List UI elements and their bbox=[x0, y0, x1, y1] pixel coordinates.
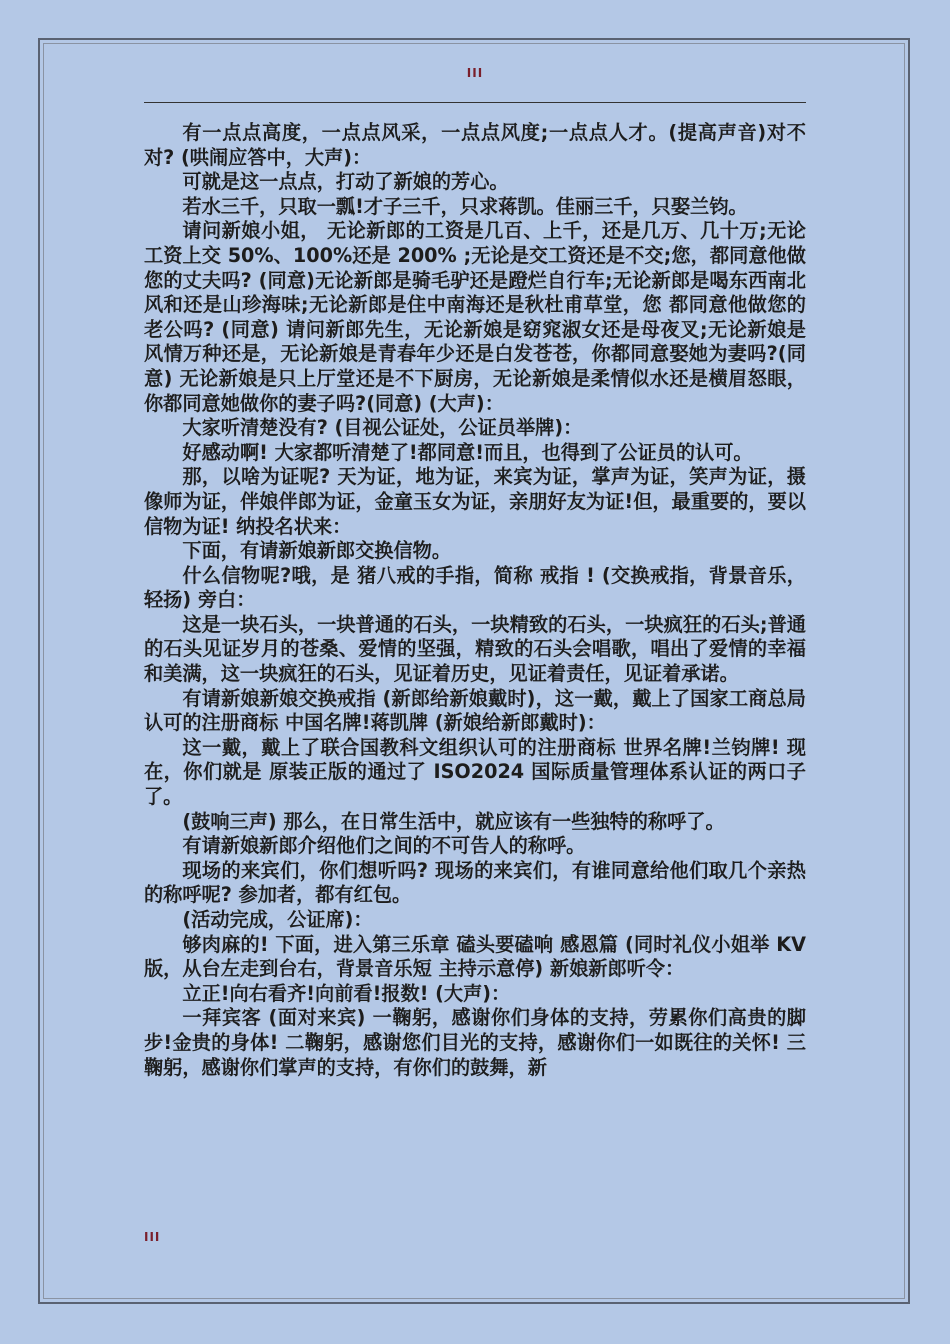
paragraph: 有请新娘新娘交换戒指 (新郎给新娘戴时)，这一戴，戴上了国家工商总局认可的注册商标 中国名牌!蒋凯牌 (新娘给新郎戴时)： bbox=[144, 686, 806, 735]
paragraph: 下面，有请新娘新郎交换信物。 bbox=[182, 539, 452, 563]
paragraph: 有一点点高度，一点点风采，一点点风度;一点点人才。(提高声音)对不对? (哄闹应答中，大声)： bbox=[144, 121, 806, 169]
header-divider bbox=[144, 102, 806, 103]
paragraph: 有请新娘新郎介绍他们之间的不可告人的称呼。 bbox=[182, 834, 586, 858]
paragraph: 什么信物呢?哦，是 猪八戒的手指，简称 戒指 ! (交换戒指，背景音乐，轻扬) 旁白： bbox=[144, 563, 806, 612]
paragraph: 现场的来宾们，你们想听吗? 现场的来宾们，有谁同意给他们取几个亲热的称呼呢? 参加者，都有红包。 bbox=[144, 858, 806, 907]
document-body bbox=[144, 121, 806, 1080]
paragraph: 大家听清楚没有? (目视公证处，公证员举牌)： bbox=[182, 416, 583, 440]
paragraph: 一拜宾客 (面对来宾) 一鞠躬，感谢你们身体的支持，劳累你们高贵的脚步!金贵的身体! 二鞠躬，感谢您们目光的支持，感谢你们一如既往的关怀! 三鞠躬，感谢你们掌声的支持，有你们的鼓舞，新 bbox=[144, 1006, 806, 1079]
paragraph: 这是一块石头，一块普通的石头，一块精致的石头，一块疯狂的石头;普通的石头见证岁月的苍桑、爱情的坚强，精致的石头会唱歌，唱出了爱情的幸福和美满，这一块疯狂的石头，见证着历史，见证着责任，见证着承诺。 bbox=[144, 612, 806, 686]
paragraph: (鼓响三声) 那么，在日常生活中，就应该有一些独特的称呼了。 bbox=[182, 809, 725, 833]
paragraph: 够肉麻的! 下面，进入第三乐章 磕头要磕响 感恩篇 (同时礼仪小姐举 KV 版，从台左走到台右，背景音乐短 主持示意停) 新娘新郎听令： bbox=[144, 932, 806, 981]
paragraph: 若水三千，只取一瓢!才子三千，只求蒋凯。佳丽三千，只娶兰钧。 bbox=[182, 194, 748, 218]
paragraph: (活动完成，公证席)： bbox=[182, 908, 373, 931]
paragraph: 立正!向右看齐!向前看!报数! (大声)： bbox=[182, 981, 511, 1005]
header-mark: III bbox=[466, 66, 484, 80]
paragraph: 那，以啥为证呢? 天为证，地为证，来宾为证，掌声为证，笑声为证，摄像师为证，伴娘伴郎为证，金童玉女为证，亲朋好友为证!但，最重要的，要以信物为证! 纳投名状来： bbox=[144, 465, 806, 538]
paragraph: 好感动啊! 大家都听清楚了!都同意!而且，也得到了公证员的认可。 bbox=[182, 440, 753, 464]
paragraph: 可就是这一点点，打动了新娘的芳心。 bbox=[182, 170, 509, 194]
paragraph: 这一戴，戴上了联合国教科文组织认可的注册商标 世界名牌!兰钧牌! 现在，你们就是 原装正版的通过了 ISO2024 国际质量管理体系认证的两口子了。 bbox=[144, 735, 806, 809]
paragraph: 请问新娘小姐， 无论新郎的工资是几百、上千，还是几万、几十万;无论工资上交 50%、100%还是 200% ;无论是交工资还是不交;您，都同意他做您的丈夫吗? (同意)无论新郎是骑毛驴还是蹬烂自行车;无论新郎是喝东西南北风和还是山珍海味;无论新郎是住中南海还是秋杜甫草堂，您 都同意他做您的老公吗? (同意) 请问新郎先生，无论新娘是窈窕淑女还是母夜叉;无论新娘是风情万种还是，无论新娘是青春年少还是白发苍苍，你都同意娶她为妻吗?(同意) 无论新娘是只上厅堂还是不下厨房，无论新娘是柔情似水还是横眉怒眼，你都同意她做你的妻子吗?(同意) (大声)： bbox=[144, 219, 806, 415]
footer-mark: III bbox=[144, 1230, 161, 1244]
